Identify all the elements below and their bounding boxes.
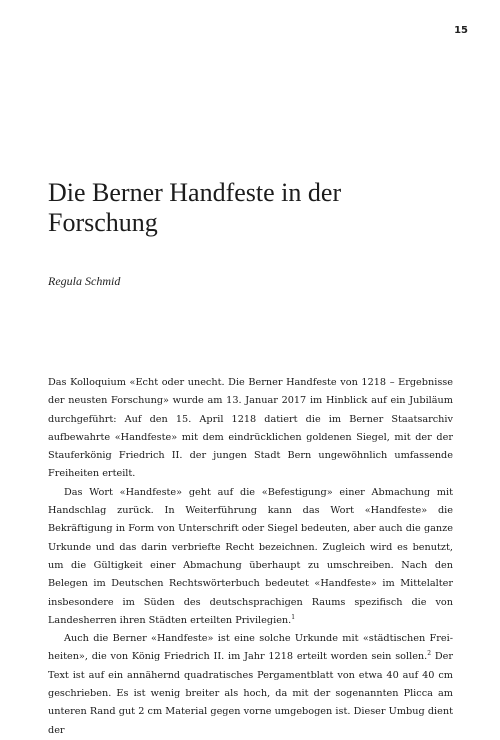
author-name: Regula Schmid xyxy=(48,274,121,288)
body-text xyxy=(48,374,453,740)
footnote-marker: 2 xyxy=(427,650,432,658)
paragraph-text: Das Kolloquium «Echt oder unecht. Die Berner Handfeste von 1218 – Ergebnisse der neusten Forschung» wurde am 13. Januar 2017 im Hinblick auf ein Jubiläum durchgeführt: Auf den 15. April 1218 datiert die im Berner Staatsarchiv aufbewahrte «Handfeste» mit dem eindrücklichen goldenen Siegel, mit der der Stauferkönig Friedrich II. der jungen Stadt Bern ungewöhnlich umfassende Freiheiten erteilt. xyxy=(48,377,453,480)
paragraph xyxy=(48,484,453,630)
paragraph-text-continued: Der Text ist auf ein annähernd quadratisches Pergamentblatt von etwa 40 auf 40 cm geschrieben. Es ist wenig breiter als hoch, da mit der sogenannten Plicca am unteren Rand gut 2 cm Material gegen vorne umgebogen ist. Dieser Umbug dient der xyxy=(48,651,454,736)
chapter-title: Die Berner Handfeste in der Forschung xyxy=(48,178,342,237)
paragraph-text: Das Wort «Handfeste» geht auf die «Befestigung» einer Abmachung mit Handschlag zurück. In Weiterführung kann das Wort «Handfeste» die Bekräftigung in Form von Unterschrift oder Siegel bedeuten, aber auch die ganze Urkunde und das darin verbriefte Recht bezeichnen. Zugleich wird es benutzt, um die Gültigkeit einer Abmachung überhaupt zu umschreiben. Nach den Belegen im Deutschen Rechtswörterbuch bedeutet «Handfeste» im Mittelalter insbesondere im Süden des deutschsprachigen Raums spezifisch die von Landesherren ihren Städten erteilten Privilegien. xyxy=(48,486,453,626)
paragraph-text: Auch die Berner «Handfeste» ist eine solche Urkunde mit «städtischen Freiheiten», die von König Friedrich II. im Jahr 1218 erteilt worden sein sollen. xyxy=(48,633,453,663)
paragraph xyxy=(48,630,453,740)
page-number: 15 xyxy=(454,25,468,36)
paragraph xyxy=(48,374,453,484)
footnote-marker: 1 xyxy=(291,613,296,621)
